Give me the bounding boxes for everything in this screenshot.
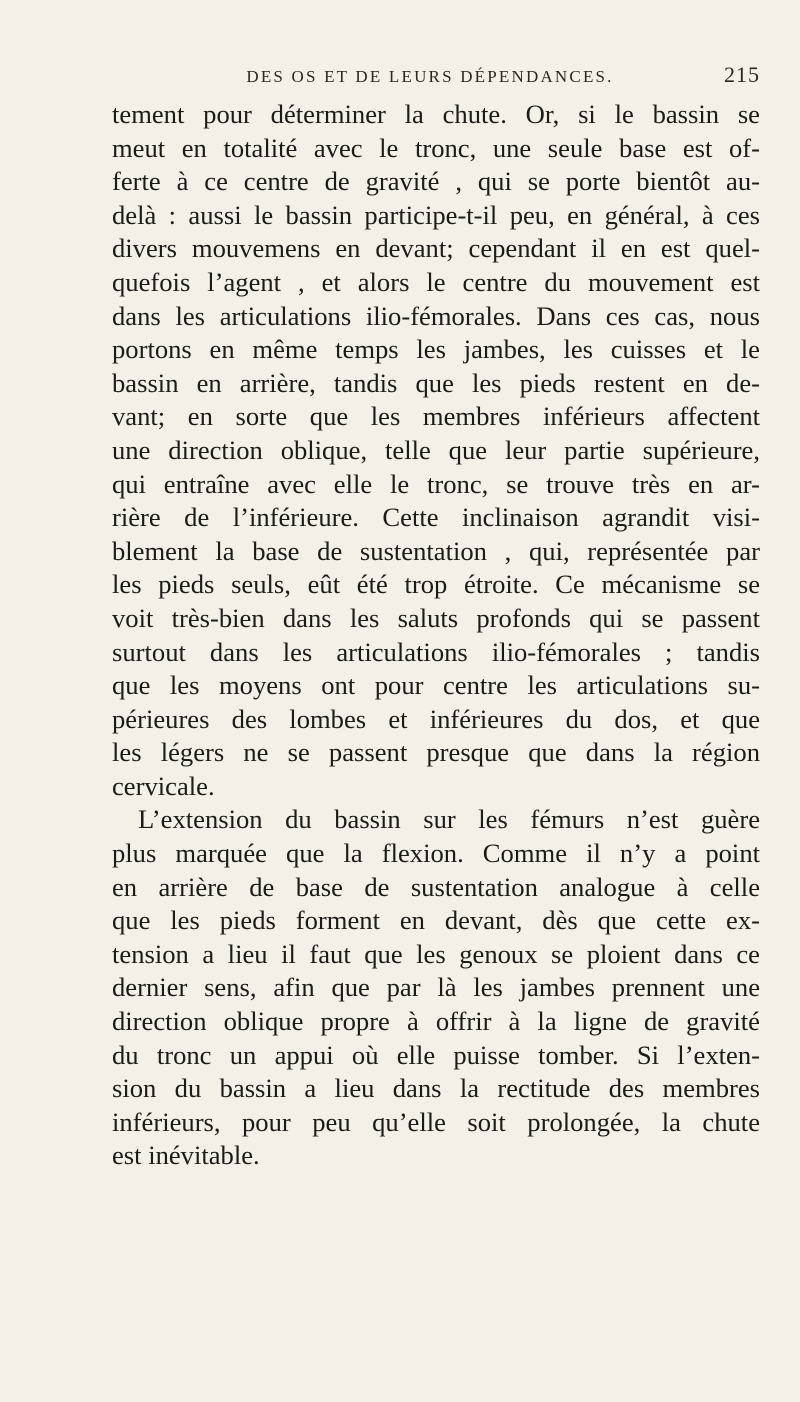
text-line: est inévitable. xyxy=(112,1140,260,1171)
paragraph-extension xyxy=(112,803,760,1173)
text-line: les pieds seuls, eût été trop étroite. Ce mécanisme se xyxy=(112,569,760,600)
text-line: portons en même temps les jambes, les cuisses et le xyxy=(112,334,760,365)
text-line: périeures des lombes et inférieures du dos, et que xyxy=(112,703,760,734)
text-line: cervicale. xyxy=(112,770,215,801)
text-line: dans les articulations ilio-fémorales. Dans ces cas, nous xyxy=(112,300,760,331)
text-line: que les moyens ont pour centre les articulations su- xyxy=(112,670,760,701)
text-line: une direction oblique, telle que leur partie supérieure, xyxy=(112,434,760,465)
paragraph-continuation xyxy=(112,98,760,803)
text-line: plus marquée que la flexion. Comme il n’y a point xyxy=(112,838,760,869)
text-line: voit très-bien dans les saluts profonds qui se passent xyxy=(112,602,760,633)
page-header xyxy=(112,62,760,94)
text-line: ferte à ce centre de gravité , qui se porte bientôt au- xyxy=(112,166,760,197)
text-line: L’extension du bassin sur les fémurs n’est guère xyxy=(138,804,760,835)
text-line: meut en totalité avec le tronc, une seule base est of- xyxy=(112,132,760,163)
text-line: du tronc un appui où elle puisse tomber. Si l’exten- xyxy=(112,1039,760,1070)
text-line: delà : aussi le bassin participe-t-il peu, en général, à ces xyxy=(112,199,760,230)
text-line: divers mouvemens en devant; cependant il en est quel- xyxy=(112,233,760,264)
text-line: direction oblique propre à offrir à la ligne de gravité xyxy=(112,1006,760,1037)
text-line: qui entraîne avec elle le tronc, se trouve très en ar- xyxy=(112,468,760,499)
text-line: tement pour déterminer la chute. Or, si le bassin se xyxy=(112,99,760,129)
text-line: les légers ne se passent presque que dans la région xyxy=(112,737,760,768)
running-title: DES OS ET DE LEURS DÉPENDANCES. xyxy=(246,67,614,86)
page-number: 215 xyxy=(724,62,760,87)
text-line: blement la base de sustentation , qui, représentée par xyxy=(112,535,760,566)
text-line: dernier sens, afin que par là les jambes prennent une xyxy=(112,972,760,1003)
text-line: vant; en sorte que les membres inférieurs affectent xyxy=(112,401,760,432)
text-line: tension a lieu il faut que les genoux se ploient dans ce xyxy=(112,938,760,969)
text-line: sion du bassin a lieu dans la rectitude des membres xyxy=(112,1073,760,1104)
text-line: en arrière de base de sustentation analogue à celle xyxy=(112,871,760,902)
text-line: quefois l’agent , et alors le centre du mouvement est xyxy=(112,266,760,297)
text-line: surtout dans les articulations ilio-fémorales ; tandis xyxy=(112,636,760,667)
body-text xyxy=(112,98,760,1173)
text-line: inférieurs, pour peu qu’elle soit prolongée, la chute xyxy=(112,1106,760,1137)
text-line: bassin en arrière, tandis que les pieds restent en de- xyxy=(112,367,760,398)
text-line: que les pieds forment en devant, dès que cette ex- xyxy=(112,905,760,936)
text-line: rière de l’inférieure. Cette inclinaison agrandit visi- xyxy=(112,502,760,533)
